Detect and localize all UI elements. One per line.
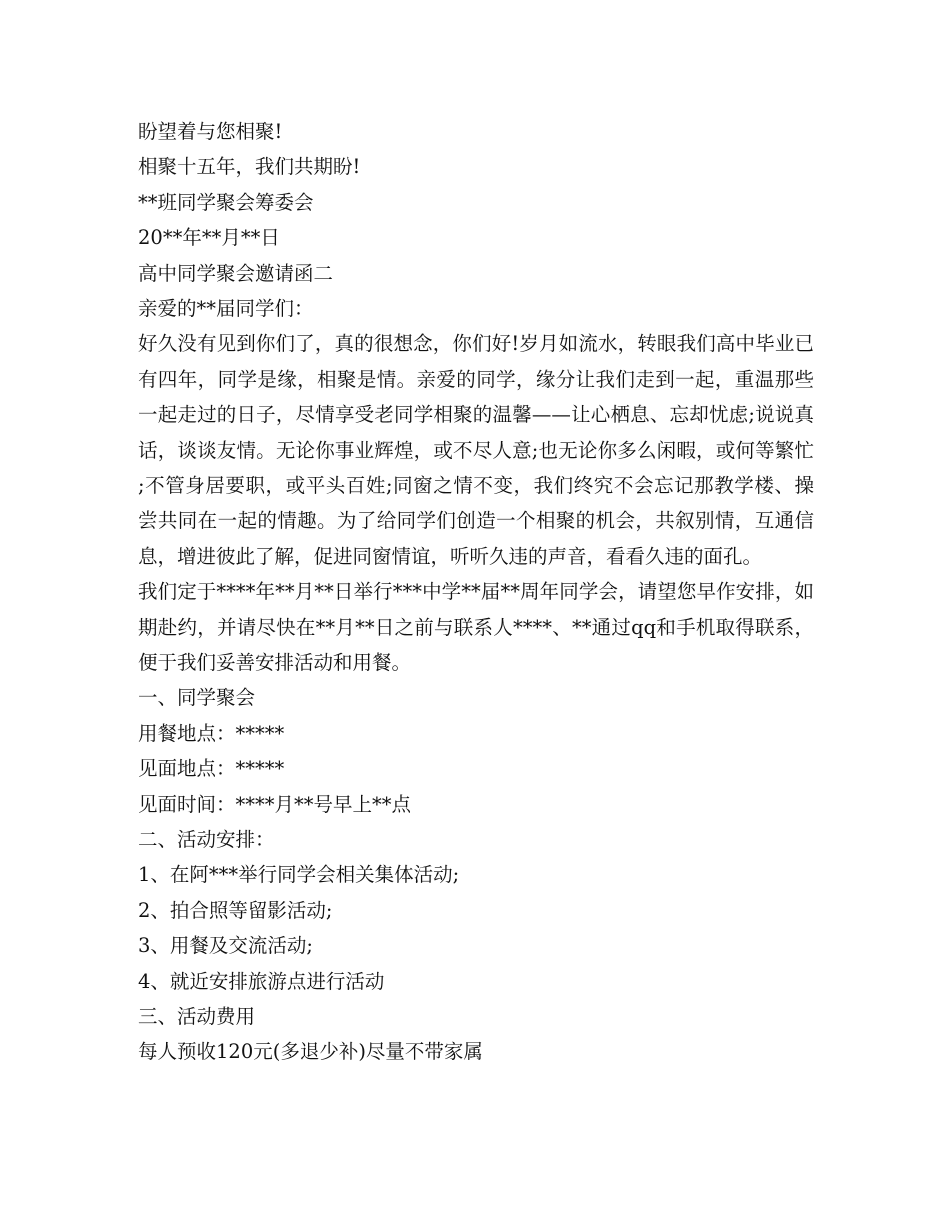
activity-item: 2、拍合照等留影活动; bbox=[138, 898, 333, 922]
closing-line: 盼望着与您相聚! bbox=[138, 120, 283, 143]
activity-item: 4、就近安排旅游点进行活动 bbox=[138, 969, 385, 993]
body-paragraph-schedule: 我们定于****年**月**日举行***中学**届**周年同学会，请望您早作安排，如期赴约，并请尽快在**月**日之前与联系人****、**通过qq和手机取得联系，便于我们妥善安排活动和用餐。 bbox=[138, 580, 814, 674]
heading-gathering: 一、同学聚会 bbox=[138, 686, 256, 710]
closing-slogan: 相聚十五年，我们共期盼! bbox=[138, 155, 361, 179]
document-page bbox=[138, 114, 814, 1070]
section-title: 高中同学聚会邀请函二 bbox=[138, 261, 334, 285]
signature-date: 20**年**月**日 bbox=[138, 226, 280, 250]
salutation: 亲爱的**届同学们： bbox=[138, 296, 314, 320]
meeting-time: 见面时间：****月**号早上**点 bbox=[138, 792, 412, 816]
body-paragraph-intro: 好久没有见到你们了，真的很想念，你们好!岁月如流水，转眼我们高中毕业已有四年，同学是缘，相聚是情。亲爱的同学，缘分让我们走到一起，重温那些一起走过的日子，尽情享受老同学相聚的温馨——让心栖息、忘却忧虑;说说真话，谈谈友情。无论你事业辉煌，或不尽人意;也无论你多么闲暇，或何等繁忙;不管身居要职，或平头百姓;同窗之情不变，我们终究不会忘记那教学楼、操尝共同在一起的情趣。为了给同学们创造一个相聚的机会，共叙别情，互通信息，增进彼此了解，促进同窗情谊，听听久违的声音，看看久违的面孔。 bbox=[138, 332, 814, 568]
activity-item: 1、在阿***举行同学会相关集体活动; bbox=[138, 863, 460, 887]
fee-detail: 每人预收120元(多退少补)尽量不带家属 bbox=[138, 1040, 483, 1064]
heading-activities: 二、活动安排： bbox=[138, 827, 275, 851]
activity-item: 3、用餐及交流活动; bbox=[138, 934, 313, 958]
heading-fees: 三、活动费用 bbox=[138, 1004, 256, 1028]
meeting-location: 见面地点：***** bbox=[138, 757, 285, 781]
dining-location: 用餐地点：***** bbox=[138, 721, 285, 745]
signature-committee: **班同学聚会筹委会 bbox=[138, 190, 314, 214]
